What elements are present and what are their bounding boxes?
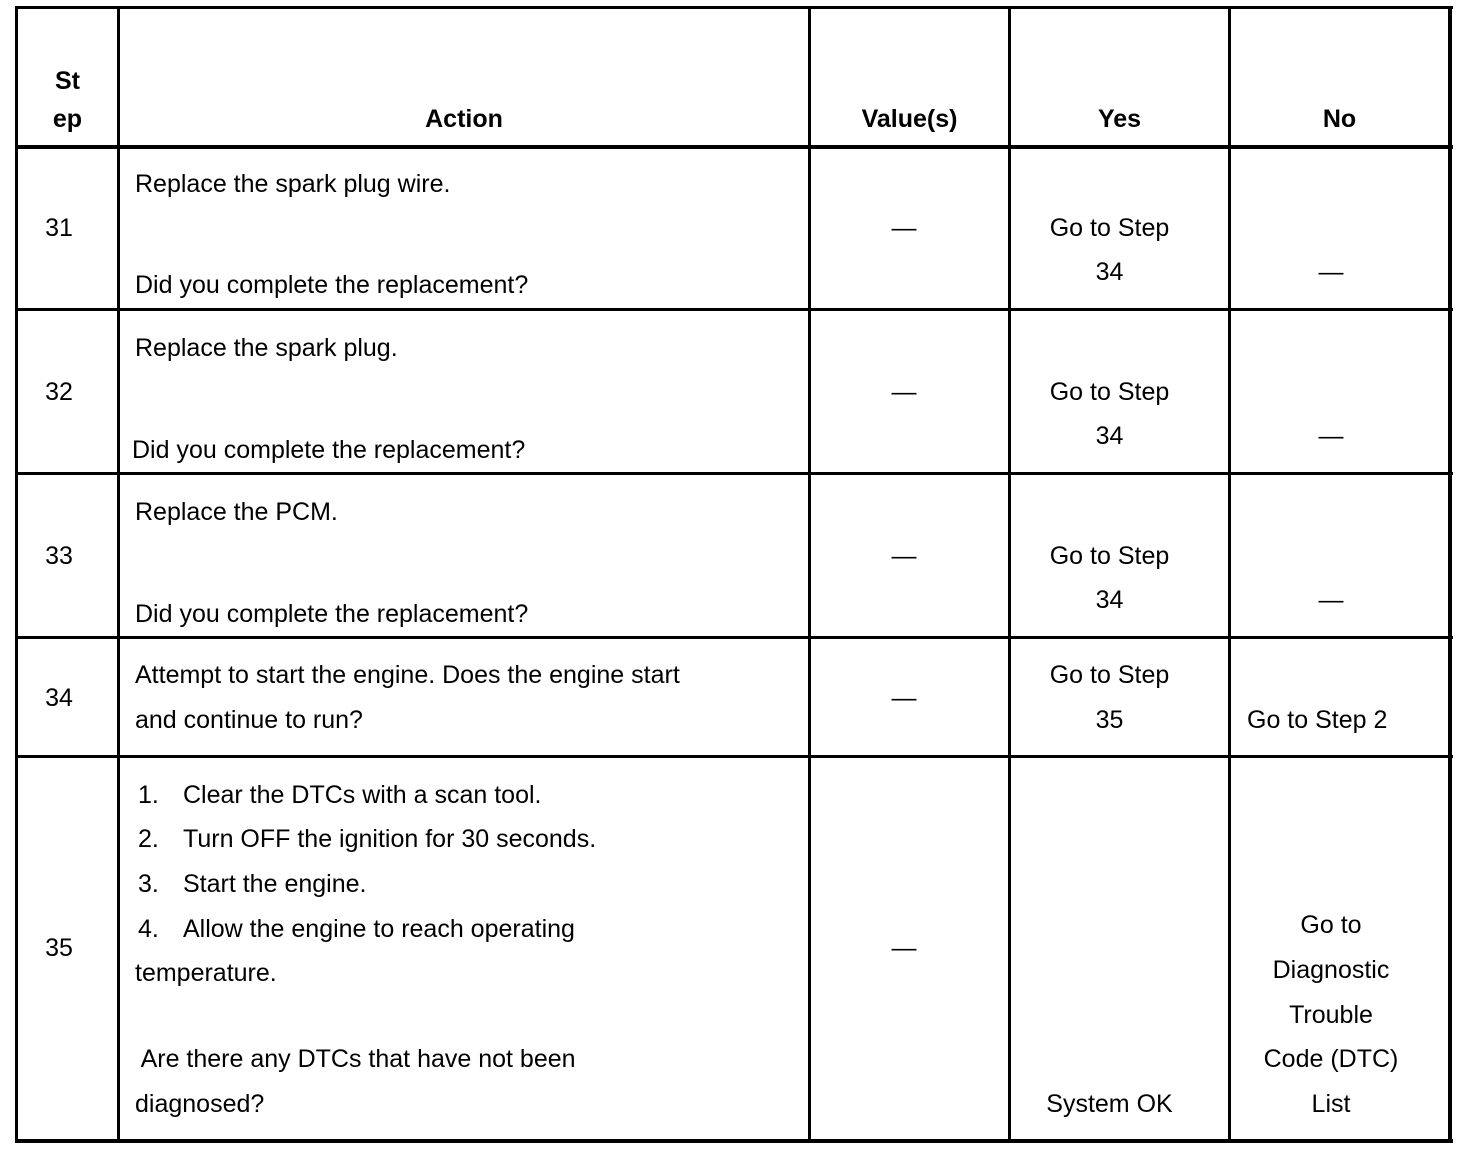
no-cell-line: Go to: [1300, 911, 1362, 939]
yes-cell-line1: Go to Step: [1049, 661, 1170, 689]
row-divider: [15, 755, 1453, 758]
no-cell: Go to Step 2: [1247, 706, 1388, 734]
action-question: Are there any DTCs that have not been: [135, 1045, 576, 1073]
action-question: Did you complete the replacement?: [132, 436, 526, 464]
header-action: Action: [425, 105, 503, 133]
list-item-text: Allow the engine to reach operating: [183, 915, 575, 943]
value-cell: —: [891, 542, 917, 570]
column-divider: [117, 6, 120, 1143]
no-cell-line: List: [1311, 1090, 1351, 1118]
yes-cell-line2: 34: [1095, 422, 1124, 450]
value-cell: —: [891, 214, 917, 242]
list-item-text: Start the engine.: [183, 870, 367, 898]
list-item-number: 1.: [138, 781, 159, 809]
yes-cell-line2: 35: [1095, 706, 1124, 734]
header-step: St ep: [52, 67, 83, 133]
action-question: diagnosed?: [135, 1090, 265, 1118]
table-border-top: [15, 6, 1453, 9]
list-item-continuation: temperature.: [135, 959, 277, 987]
no-cell-line: Code (DTC): [1263, 1045, 1399, 1073]
row-divider: [15, 472, 1453, 475]
column-divider: [808, 6, 811, 1143]
yes-cell-line2: 34: [1095, 586, 1124, 614]
column-divider: [1008, 6, 1011, 1143]
list-item-text: Clear the DTCs with a scan tool.: [183, 781, 542, 809]
yes-cell-line1: Go to Step: [1049, 542, 1170, 570]
yes-cell-line1: Go to Step: [1049, 378, 1170, 406]
step-number: 34: [45, 684, 73, 712]
table-border-left: [15, 6, 18, 1143]
no-cell-line: Diagnostic: [1272, 956, 1390, 984]
yes-cell-line1: Go to Step: [1049, 214, 1170, 242]
step-number: 31: [45, 214, 73, 242]
action-text: Replace the spark plug wire.: [135, 170, 451, 198]
action-text: and continue to run?: [135, 706, 363, 734]
value-cell: —: [891, 378, 917, 406]
list-item-number: 3.: [138, 870, 159, 898]
action-question: Did you complete the replacement?: [135, 271, 529, 299]
list-item-number: 2.: [138, 825, 159, 853]
yes-cell-line2: 34: [1095, 258, 1124, 286]
value-cell: —: [891, 684, 917, 712]
action-text: Replace the spark plug.: [135, 334, 398, 362]
action-question: Did you complete the replacement?: [135, 600, 529, 628]
table-border-right: [1448, 6, 1452, 1143]
no-cell: —: [1318, 258, 1344, 286]
list-item-text: Turn OFF the ignition for 30 seconds.: [183, 825, 597, 853]
action-text: Replace the PCM.: [135, 498, 338, 526]
header-yes: Yes: [1097, 105, 1142, 133]
yes-cell: System OK: [1046, 1090, 1173, 1118]
step-number: 32: [45, 378, 73, 406]
step-number: 33: [45, 542, 73, 570]
list-item-number: 4.: [138, 915, 159, 943]
action-text: Attempt to start the engine. Does the engine start: [135, 661, 680, 689]
step-number: 35: [45, 934, 73, 962]
row-divider: [15, 308, 1453, 311]
value-cell: —: [891, 934, 917, 962]
row-divider: [15, 145, 1453, 149]
row-divider: [15, 636, 1453, 639]
no-cell-line: Trouble: [1289, 1001, 1373, 1029]
header-no: No: [1322, 105, 1357, 133]
no-cell: —: [1318, 586, 1344, 614]
table-border-bottom: [15, 1139, 1453, 1143]
no-cell: —: [1318, 422, 1344, 450]
header-values: Value(s): [861, 105, 958, 133]
